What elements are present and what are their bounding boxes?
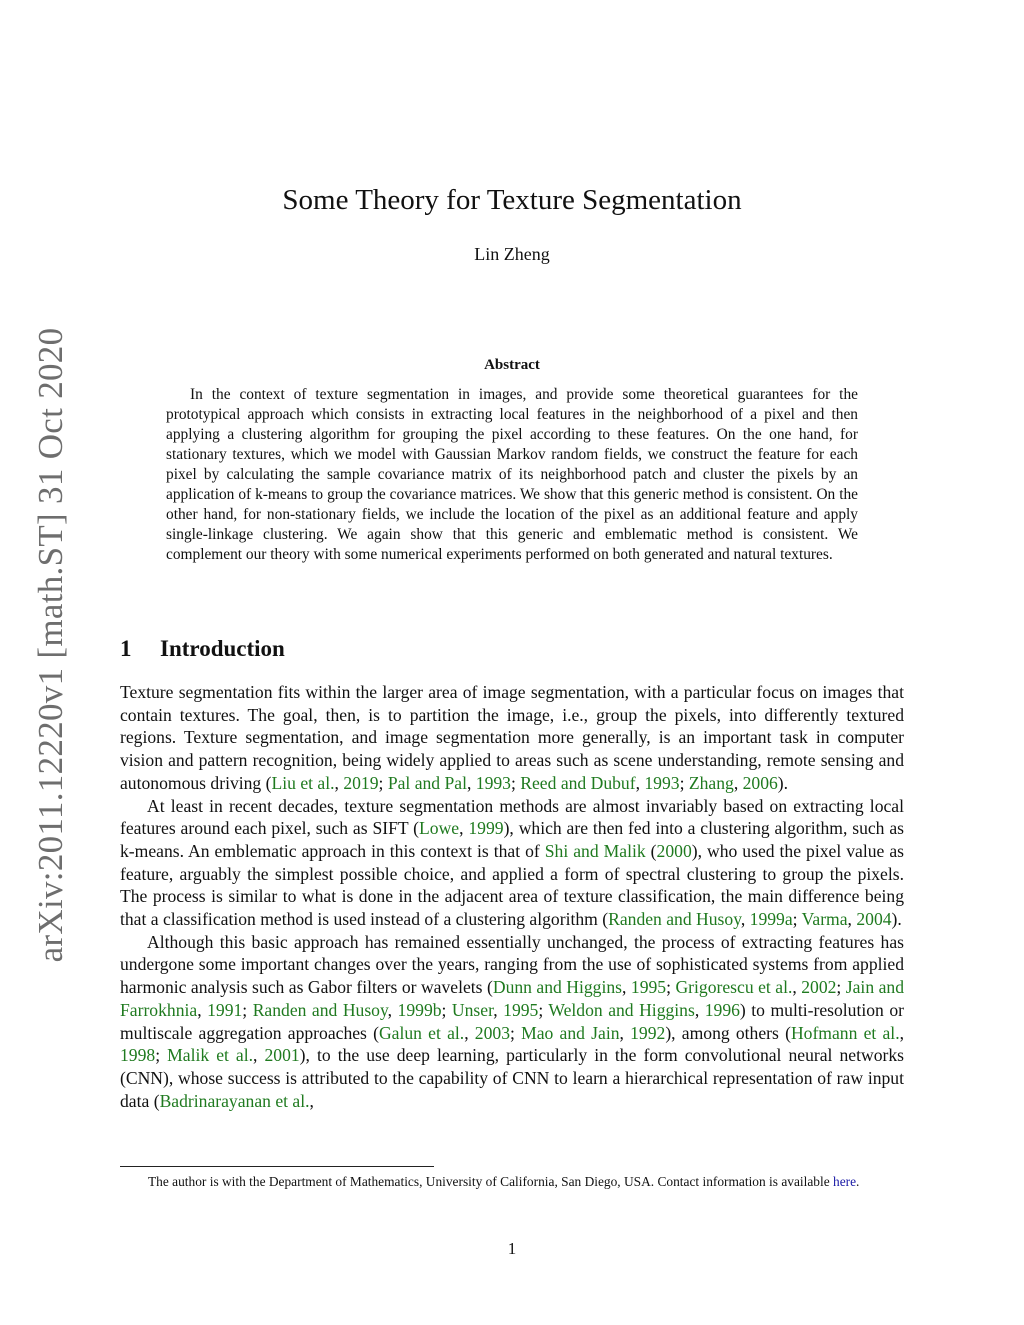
footnote: [120, 1172, 904, 1191]
footnote-end: .: [856, 1174, 860, 1189]
citation-year-link[interactable]: 1993: [475, 772, 511, 793]
citation-link[interactable]: Hofmann et al.: [790, 1022, 900, 1043]
citation-link[interactable]: Unser: [451, 999, 494, 1020]
text-run: ;: [836, 977, 846, 998]
citation-year-link[interactable]: 1998: [120, 1045, 156, 1066]
text-run: ,: [197, 999, 208, 1020]
abstract-text: In the context of texture segmentation in images, and provide some theoretical guarantees for the prototypical approach which consists in extracting local features in the neighborhood of a pixel and then applying a clustering algorithm for grouping the pixel according to these features. On the one hand, for stationary textures, which we model with Gaussian Markov random fields, we construct the feature for each pixel by calculating the sample covariance matrix of its neighborhood patch and cluster the pixels by an application of k-means to group the covariance matrices. We show that this generic method is consistent. On the other hand, for non-stationary fields, we include the location of the pixel as an additional feature and apply single-linkage clustering. We again show that this generic and emblematic method is consistent. We complement our theory with some numerical experiments performed on both generated and natural textures.: [166, 386, 858, 563]
paragraph-2: [120, 795, 904, 931]
text-run: ,: [635, 772, 645, 793]
text-run: Texture segmentation fits within the larger area of image segmentation, with a particular focus on images that contain textures. The goal, then, is to partition the image, i.e., group the pixels, into differently textured regions. Texture segmentation, and image segmentation more generally, is an important task in computer vision and pattern recognition, being widely applied to areas such as scene understanding, remote sensing and autonomous driving (: [120, 682, 904, 793]
text-run: ,: [847, 909, 857, 930]
text-run: ,: [792, 977, 802, 998]
text-run: ,: [740, 909, 750, 930]
citation-year-link[interactable]: 2002: [801, 977, 837, 998]
citation-year-link[interactable]: 2001: [264, 1045, 300, 1066]
text-run: ,: [253, 1045, 265, 1066]
text-run: ).: [777, 772, 789, 793]
text-run: (: [645, 840, 657, 861]
text-run: ,: [466, 772, 476, 793]
text-run: ;: [792, 909, 802, 930]
citation-link[interactable]: Lowe: [419, 818, 460, 839]
citation-year-link[interactable]: 1993: [644, 772, 680, 793]
text-run: ;: [155, 1045, 168, 1066]
citation-link[interactable]: Mao and Jain: [521, 1022, 620, 1043]
citation-link[interactable]: Weldon and Higgins: [548, 999, 695, 1020]
citation-year-link[interactable]: 2019: [343, 772, 379, 793]
citation-year-link[interactable]: 1999a: [749, 909, 793, 930]
citation-link[interactable]: Randen and Husoy: [608, 909, 741, 930]
arxiv-id: arXiv:2011.12220v1 [math.ST] 31 Oct 2020: [31, 327, 70, 963]
text-run: ,: [899, 1022, 905, 1043]
text-run: ,: [694, 999, 705, 1020]
text-run: ), which are then fed into a clustering algorithm, such as k-means. An emblematic approach in this context is that of: [120, 818, 904, 861]
author-name: Lin Zheng: [474, 244, 550, 264]
citation-link[interactable]: Dunn and Higgins: [492, 977, 623, 998]
text-run: ), among others (: [665, 1022, 791, 1043]
text-run: ;: [509, 1022, 522, 1043]
contact-link[interactable]: here: [833, 1174, 857, 1189]
text-run: ).: [891, 909, 902, 930]
abstract-heading: Abstract: [484, 357, 540, 373]
text-run: ;: [441, 999, 452, 1020]
citation-year-link[interactable]: 2004: [856, 909, 892, 930]
citation-link[interactable]: Badrinarayanan et al.: [159, 1090, 310, 1111]
text-run: ,: [387, 999, 398, 1020]
text-run: ,: [464, 1022, 475, 1043]
text-run: ,: [619, 1022, 631, 1043]
paragraph-1: [120, 681, 904, 795]
citation-link[interactable]: Randen and Husoy: [252, 999, 388, 1020]
citation-year-link[interactable]: 2006: [742, 772, 778, 793]
page-number: 1: [507, 1239, 517, 1258]
text-run: ,: [622, 977, 631, 998]
text-run: Although this basic approach has remained essentially unchanged, the process of extracting features has undergone some important changes over the years, ranging from the use of sophisticated systems from applied harmonic analysis such as Gabor filters or wavelets (: [120, 931, 904, 998]
paper-title: Some Theory for Texture Segmentation: [282, 184, 742, 216]
citation-year-link[interactable]: 1996: [704, 999, 740, 1020]
text-run: ,: [459, 818, 469, 839]
text-run: ,: [309, 1090, 314, 1111]
section-number: 1: [120, 636, 132, 661]
text-run: ,: [493, 999, 504, 1020]
citation-link[interactable]: Shi and Malik: [544, 840, 646, 861]
text-run: ,: [733, 772, 743, 793]
text-run: ), who used the pixel value as feature, arguably the simplest possible choice, and applied a form of spectral clustering to group the pixels. The process is similar to what is done in the adjacent area of texture classification, the main difference being that a classification method is used instead of a clustering algorithm (: [120, 840, 904, 930]
text-run: ) to multi-resolution or multiscale aggregation approaches (: [120, 999, 904, 1043]
footnote-text: The author is with the Department of Mathematics, University of California, San Diego, USA. Contact information is available: [148, 1174, 833, 1189]
footnote-divider: [120, 1166, 434, 1167]
citation-link[interactable]: Reed and Dubuf: [520, 772, 636, 793]
citation-link[interactable]: Galun et al.: [378, 1022, 465, 1043]
citation-year-link[interactable]: 2000: [656, 840, 692, 861]
text-run: At least in recent decades, texture segmentation methods are almost invariably based on extracting local features around each pixel, such as SIFT (: [120, 795, 904, 839]
text-run: ;: [666, 977, 676, 998]
citation-link[interactable]: Jain and Farrokhnia: [120, 977, 904, 1020]
citation-year-link[interactable]: 1991: [207, 999, 243, 1020]
text-run: ;: [378, 772, 388, 793]
body-text: [120, 681, 904, 1112]
text-run: ;: [510, 772, 521, 793]
citation-link[interactable]: Varma: [801, 909, 848, 930]
citation-year-link[interactable]: 1992: [630, 1022, 666, 1043]
citation-year-link[interactable]: 2003: [474, 1022, 510, 1043]
text-run: ;: [242, 999, 253, 1020]
citation-year-link[interactable]: 1999: [468, 818, 504, 839]
citation-link[interactable]: Malik et al.: [167, 1045, 254, 1066]
citation-year-link[interactable]: 1995: [503, 999, 539, 1020]
citation-link[interactable]: Pal and Pal: [387, 772, 467, 793]
section-title: Introduction: [160, 636, 285, 661]
citation-year-link[interactable]: 1999b: [397, 999, 442, 1020]
text-run: ;: [679, 772, 689, 793]
citation-year-link[interactable]: 1995: [630, 977, 667, 998]
text-run: ), to the use deep learning, particularly in the form convolutional neural networks (CNN), whose success is attributed to the capability of CNN to learn a hierarchical representation of raw input data (: [120, 1045, 904, 1111]
text-run: ;: [538, 999, 549, 1020]
citation-link[interactable]: Liu et al.: [271, 772, 335, 793]
citation-link[interactable]: Zhang: [688, 772, 734, 793]
text-run: ,: [334, 772, 344, 793]
citation-link[interactable]: Grigorescu et al.: [675, 977, 793, 998]
paragraph-3: [120, 931, 904, 1113]
section-heading: [120, 636, 285, 662]
